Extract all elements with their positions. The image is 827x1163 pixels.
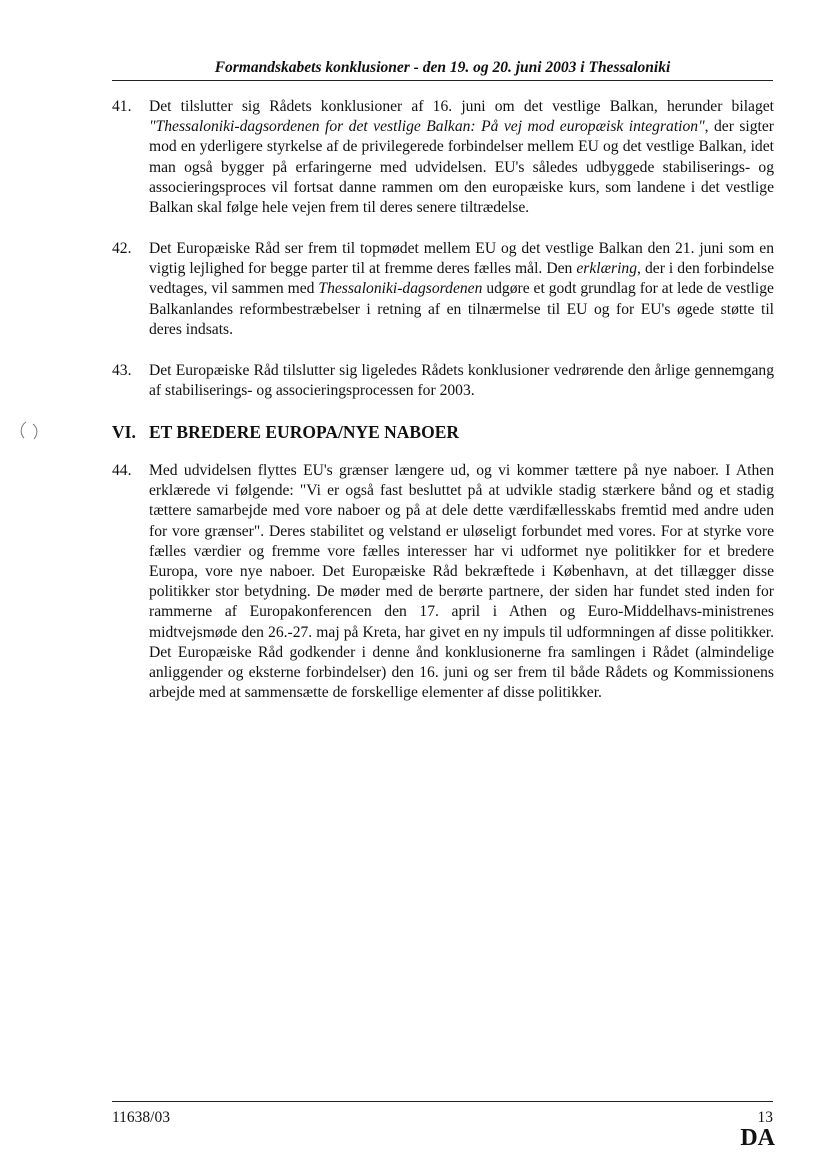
section-number: VI. xyxy=(112,422,136,442)
paragraph-segment: , der sigter mod en yderligere styrkelse af de privilegerede forbindelser mellem EU og det vestlige Balkan, idet man også bygger på erfaringerne med udvidelsen. EU's således udbyggede stabiliserings- og associeringsproces vil fortsat danne rammen om den europæiske kurs, som landene i det vestlige Balkan skal følge hele vejen frem til deres senere tiltrædelse. xyxy=(149,118,774,217)
paragraph-number: 43. xyxy=(112,362,132,379)
document-number: 11638/03 xyxy=(112,1109,170,1126)
paragraph-number: 41. xyxy=(112,98,132,115)
paragraph-text xyxy=(149,461,774,703)
paragraph-43 xyxy=(112,361,774,401)
paragraph-segment-italic: "Thessaloniki-dagsordenen for det vestlige Balkan: På vej mod europæisk integration" xyxy=(149,118,705,136)
paragraph-44 xyxy=(112,461,774,703)
paragraph-text xyxy=(149,361,774,401)
paragraph-42 xyxy=(112,239,774,340)
paragraph-text xyxy=(149,239,774,340)
paragraph-text xyxy=(149,97,774,218)
page-header-title: Formandskabets konklusioner - den 19. og 20. juni 2003 i Thessaloniki xyxy=(214,59,671,76)
paragraph-segment: Det Europæiske Råd ser frem til topmødet mellem EU og det vestlige Balkan den 21. juni som en vigtig lejlighed for begge parter til at fremme deres fælles mål. Den xyxy=(149,240,774,278)
paragraph-segment: Det Europæiske Råd tilslutter sig ligeledes Rådets konklusioner vedrørende den årlige gennemgang af stabiliserings- og associeringsprocessen for 2003. xyxy=(149,362,774,400)
header-divider xyxy=(112,80,773,81)
language-code: DA xyxy=(740,1125,775,1151)
page-number: 13 xyxy=(757,1109,773,1126)
section-title: ET BREDERE EUROPA/NYE NABOER xyxy=(149,422,460,442)
paragraph-segment-italic: erklæring xyxy=(576,260,638,278)
paragraph-41 xyxy=(112,97,774,218)
paragraph-segment: udgøre et godt grundlag for at lede de vestlige Balkanlandes reformbestræbelser i retning af en tilnærmelse til EU og for EU's øgede støtte til deres indsats. xyxy=(149,280,774,338)
paragraph-segment: , der i den forbindelse vedtages, vil sammen med xyxy=(149,260,775,298)
footer-divider xyxy=(112,1101,773,1102)
paragraph-number: 44. xyxy=(112,462,132,479)
paragraph-number: 42. xyxy=(112,240,132,257)
paragraph-segment: Det tilslutter sig Rådets konklusioner af 16. juni om det vestlige Balkan, herunder bilaget xyxy=(149,98,774,115)
margin-bracket-mark xyxy=(18,420,42,442)
paragraph-segment: Med udvidelsen flyttes EU's grænser længere ud, og vi kommer tættere på nye naboer. I Athen erklærede vi følgende: "Vi er også fast besluttet på at udvikle stadig stærkere bånd og et stadig tættere samarbejde med vore naboer og på at dele dette værdifællesskabs fremtid med andre uden for vore grænser". Deres stabilitet og velstand er uløseligt forbundet med vores. For at styrke vore fælles værdier og fremme vore fælles interesser har vi udformet nye politikker for et bredere Europa, vore nye naboer. Det Europæiske Råd bekræftede i København, at det tillægger disse politikker stor betydning. De møder med de berørte partnere, der siden har fundet sted inden for rammerne af Europakonferencen den 17. april i Athen og Euro-Middelhavs-ministrenes midtvejsmøde den 26.-27. maj på Kreta, har givet en ny impuls til udformningen af disse politikker. Det Europæiske Råd godkender i denne ånd konklusionerne fra samlingen i Rådet (almindelige anliggender og eksterne forbindelser) den 16. juni og ser frem til både Rådets og Kommissionens arbejde med at sammensætte de forskellige elementer af disse politikker. xyxy=(149,462,774,702)
paragraph-segment-italic: Thessaloniki-dagsordenen xyxy=(318,280,483,298)
